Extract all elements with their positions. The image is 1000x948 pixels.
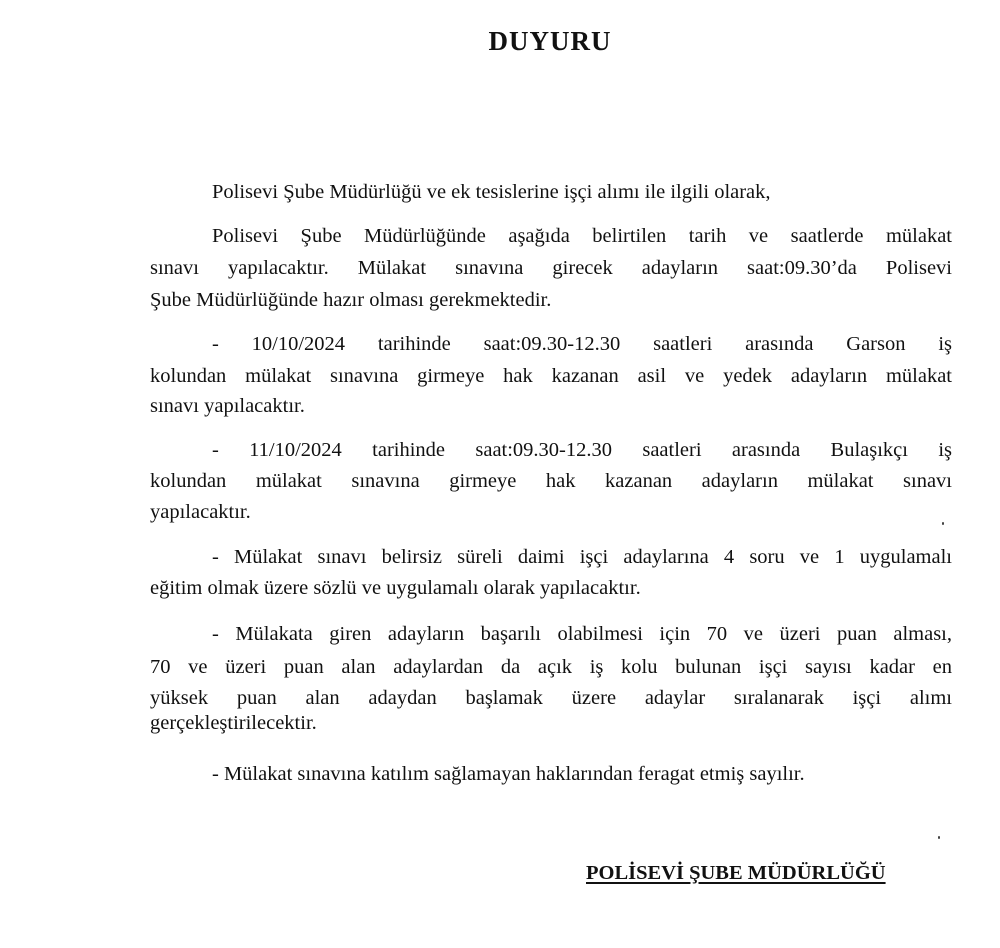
paragraph-line: 70 ve üzeri puan alan adaylardan da açık iş kolu bulunan işçi sayısı kadar en	[150, 656, 952, 678]
signature-line: POLİSEVİ ŞUBE MÜDÜRLÜĞÜ	[586, 862, 886, 884]
paragraph-line: Şube Müdürlüğünde hazır olması gerekmektedir.	[150, 289, 552, 311]
paragraph-line: - Mülakata giren adayların başarılı olabilmesi için 70 ve üzeri puan alması,	[212, 623, 952, 645]
paragraph-line: kolundan mülakat sınavına girmeye hak kazanan asil ve yedek adayların mülakat	[150, 365, 952, 387]
paragraph-line: - Mülakat sınavı belirsiz süreli daimi işçi adaylarına 4 soru ve 1 uygulamalı	[212, 546, 952, 568]
paragraph-line: gerçekleştirilecektir.	[150, 712, 317, 734]
scan-speck	[942, 522, 944, 525]
paragraph-line: - 11/10/2024 tarihinde saat:09.30-12.30 saatleri arasında Bulaşıkçı iş	[212, 439, 952, 461]
paragraph-line: Polisevi Şube Müdürlüğünde aşağıda belirtilen tarih ve saatlerde mülakat	[212, 225, 952, 247]
paragraph-line: - Mülakat sınavına katılım sağlamayan haklarından feragat etmiş sayılır.	[212, 763, 805, 785]
paragraph-line: - 10/10/2024 tarihinde saat:09.30-12.30 saatleri arasında Garson iş	[212, 333, 952, 355]
paragraph-line: Polisevi Şube Müdürlüğü ve ek tesislerine işçi alımı ile ilgili olarak,	[212, 181, 771, 203]
paragraph-line: yapılacaktır.	[150, 501, 251, 523]
paragraph-line: sınavı yapılacaktır.	[150, 395, 305, 417]
paragraph-line: yüksek puan alan adaydan başlamak üzere adaylar sıralanarak işçi alımı	[150, 687, 952, 709]
scan-speck	[938, 836, 940, 839]
paragraph-line: sınavı yapılacaktır. Mülakat sınavına girecek adayların saat:09.30’da Polisevi	[150, 257, 952, 279]
paragraph-line: eğitim olmak üzere sözlü ve uygulamalı olarak yapılacaktır.	[150, 577, 641, 599]
paragraph-line: kolundan mülakat sınavına girmeye hak kazanan adayların mülakat sınavı	[150, 470, 952, 492]
document-title: DUYURU	[488, 26, 612, 56]
